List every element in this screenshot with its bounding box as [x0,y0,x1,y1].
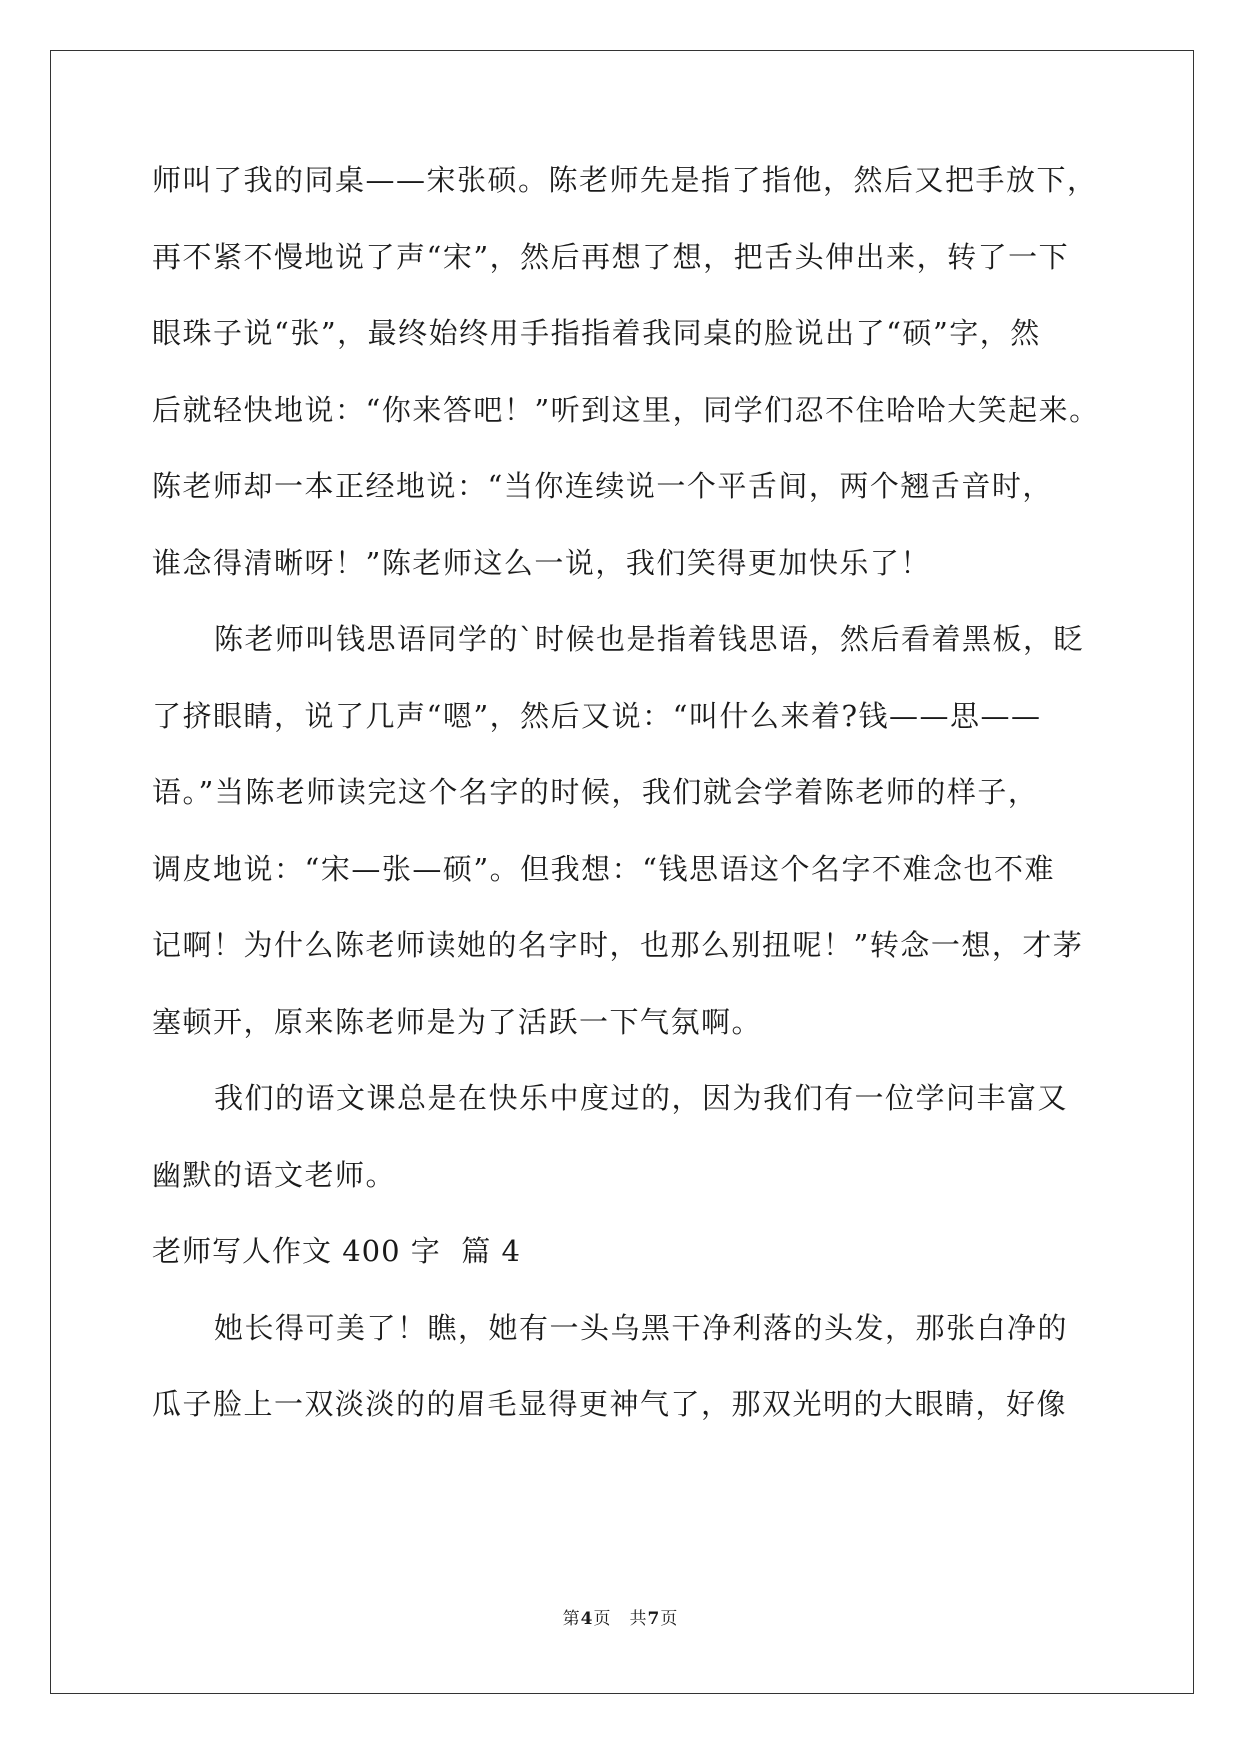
text-line: 后就轻快地说：“你来答吧！”听到这里，同学们忍不住哈哈大笑起来。 [152,392,1100,427]
current-page-number: 4 [580,1609,594,1629]
text-line: 陈老师却一本正经地说：“当你连续说一个平舌间，两个翘舌音时， [152,469,1053,503]
document-body [152,161,1100,1462]
paragraph-first-line: 陈老师叫钱思语同学的`时候也是指着钱思语，然后看着黑板，眨 [214,622,1085,656]
footer-prefix: 第 [562,1609,581,1629]
text-line: 调皮地说：“宋—张—硕”。但我想：“钱思语这个名字不难念也不难 [152,851,1055,886]
text-line: 幽默的语文老师。 [152,1157,397,1192]
text-line: 了挤眼睛，说了几声“嗯”，然后又说：“叫什么来着?钱——思—— [152,698,1042,733]
text-line: 瓜子脸上一双淡淡的的眉毛显得更神气了，那双光明的大眼睛，好像 [152,1387,1068,1421]
page-footer [0,1608,1241,1630]
paragraph-first-line: 她长得可美了！瞧，她有一头乌黑干净利落的头发，那张白净的 [214,1310,1069,1345]
footer-total-suffix: 页 [660,1609,679,1629]
text-line: 塞顿开，原来陈老师是为了活跃一下气氛啊。 [152,1004,763,1039]
footer-total-prefix: 共 [629,1609,648,1629]
paragraph-first-line: 我们的语文课总是在快乐中度过的，因为我们有一位学问丰富又 [214,1081,1069,1115]
section-heading: 老师写人作文 400 字 篇 4 [152,1234,521,1268]
text-line: 眼珠子说“张”，最终始终用手指指着我同桌的脸说出了“硕”字，然 [152,316,1041,350]
text-line: 师叫了我的同桌——宋张硕。陈老师先是指了指他，然后又把手放下， [152,163,1098,197]
footer-page-word: 页 [593,1609,612,1629]
text-line: 语。”当陈老师读完这个名字的时候，我们就会学着陈老师的样子， [152,775,1039,809]
text-line: 记啊！为什么陈老师读她的名字时，也那么别扭呢！”转念一想，才茅 [152,928,1084,962]
text-line: 谁念得清晰呀！”陈老师这么一说，我们笑得更加快乐了！ [152,545,931,580]
total-pages-number: 7 [647,1609,661,1629]
text-line: 再不紧不慢地说了声“宋”，然后再想了想，把舌头伸出来，转了一下 [152,239,1070,274]
